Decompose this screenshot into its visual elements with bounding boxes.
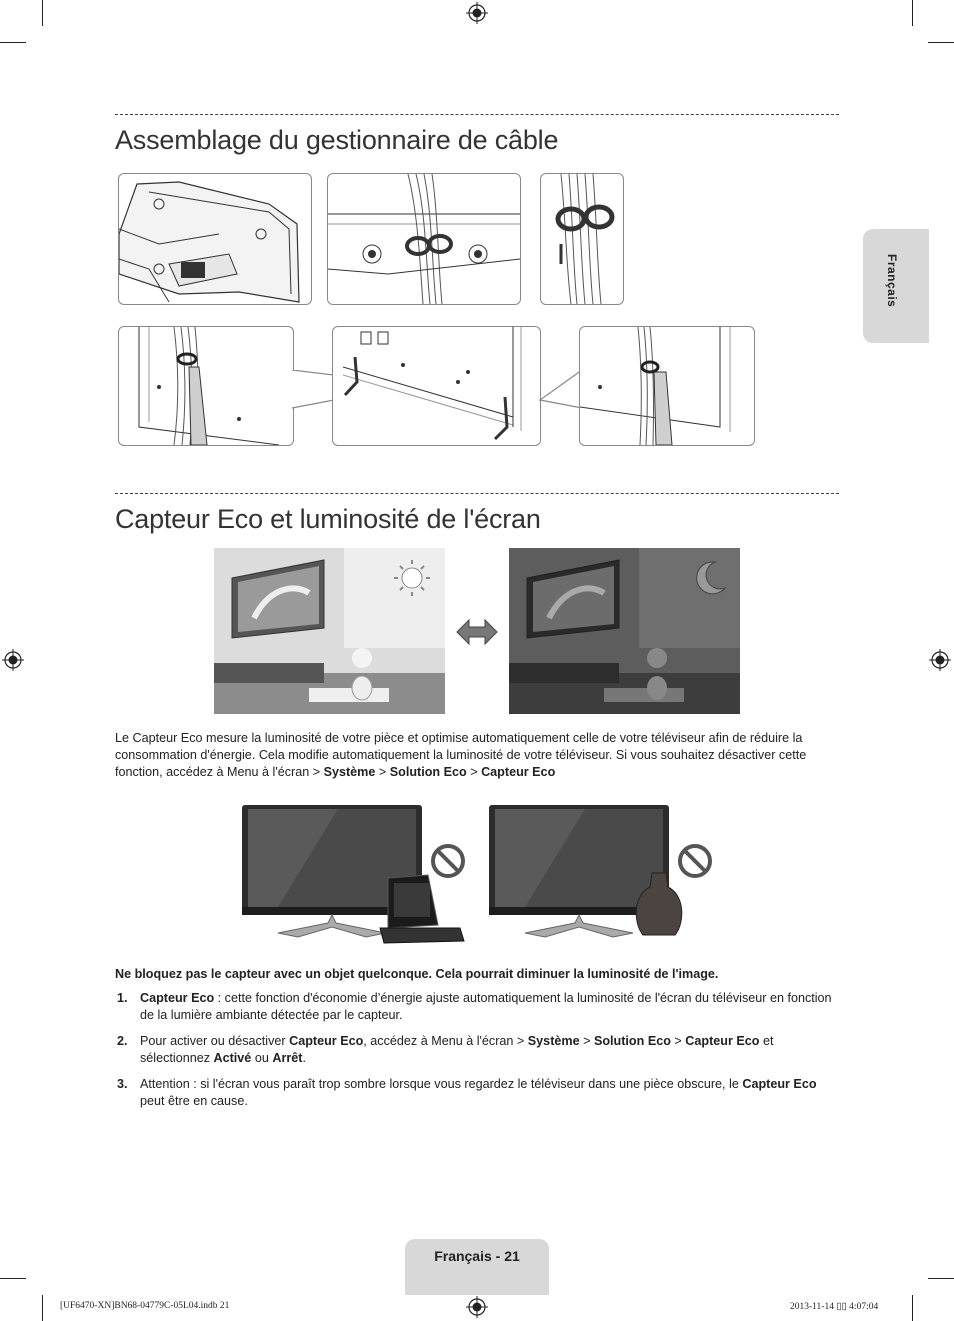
print-slug-file: [UF6470-XN]BN68-04779C-05L04.indb 21 bbox=[60, 1301, 230, 1311]
list-item: 2. Pour activer ou désactiver Capteur Eco, accédez à Menu à l'écran > Système > Solution Eco > Capteur Eco et sélectionnez Activé ou Arrêt. bbox=[117, 1034, 774, 1065]
section-divider bbox=[115, 493, 839, 494]
callout-pointer-right bbox=[538, 370, 583, 410]
registration-mark-right-icon bbox=[929, 649, 951, 671]
registration-mark-top-icon bbox=[466, 2, 488, 24]
section-title-eco-sensor: Capteur Eco et luminosité de l'écran bbox=[115, 504, 541, 534]
cable-step-5-illustration bbox=[332, 326, 541, 446]
dark-room-photo bbox=[509, 548, 740, 714]
list-item: 1. Capteur Eco : cette fonction d'économie d’énergie ajuste automatiquement la luminosité de l'écran du téléviseur en fonction de la lumière ambiante détectée par le capteur. bbox=[117, 991, 832, 1022]
registration-mark-bottom-icon bbox=[466, 1296, 488, 1318]
cable-step-3-illustration bbox=[540, 173, 624, 305]
tv-blocked-by-vase-illustration bbox=[485, 803, 717, 953]
list-item: 3. Attention : si l'écran vous paraît trop sombre lorsque vous regardez le téléviseur dans une pièce obscure, le Capteur Eco peut être en cause. bbox=[117, 1077, 817, 1108]
section-title-cable-manager: Assemblage du gestionnaire de câble bbox=[115, 125, 559, 155]
cable-step-1-illustration bbox=[118, 173, 312, 305]
eco-sensor-intro: Le Capteur Eco mesure la luminosité de votre pièce et optimise automatiquement celle de votre téléviseur afin de réduire la consommation d'énergie. Cela modifie automatiquement la luminosité de votre téléviseur. Si vous souhaitez désactiver cette fonction, accédez à Menu à l'écran > Système > Solution Eco > Capteur Eco bbox=[115, 731, 807, 779]
registration-mark-left-icon bbox=[2, 649, 24, 671]
page-number-tab bbox=[405, 1239, 549, 1295]
section-divider bbox=[115, 114, 839, 115]
page-number-label: Français - 21 bbox=[434, 1248, 520, 1264]
double-arrow-icon bbox=[455, 617, 499, 647]
language-side-tab-label: Français bbox=[885, 254, 899, 308]
callout-pointer-left bbox=[290, 370, 335, 410]
language-side-tab bbox=[863, 229, 929, 343]
cable-step-4-illustration bbox=[118, 326, 294, 446]
tv-blocked-by-photo-frame-illustration bbox=[238, 803, 470, 953]
print-slug-timestamp: 2013-11-14 ▯▯ 4:07:04 bbox=[790, 1302, 879, 1312]
eco-sensor-notes-list bbox=[115, 990, 840, 1119]
cable-step-6-illustration bbox=[579, 326, 755, 446]
cable-step-2-illustration bbox=[327, 173, 521, 305]
sensor-warning: Ne bloquez pas le capteur avec un objet quelconque. Cela pourrait diminuer la luminosité de l'image. bbox=[115, 967, 719, 981]
bright-room-photo bbox=[214, 548, 445, 714]
